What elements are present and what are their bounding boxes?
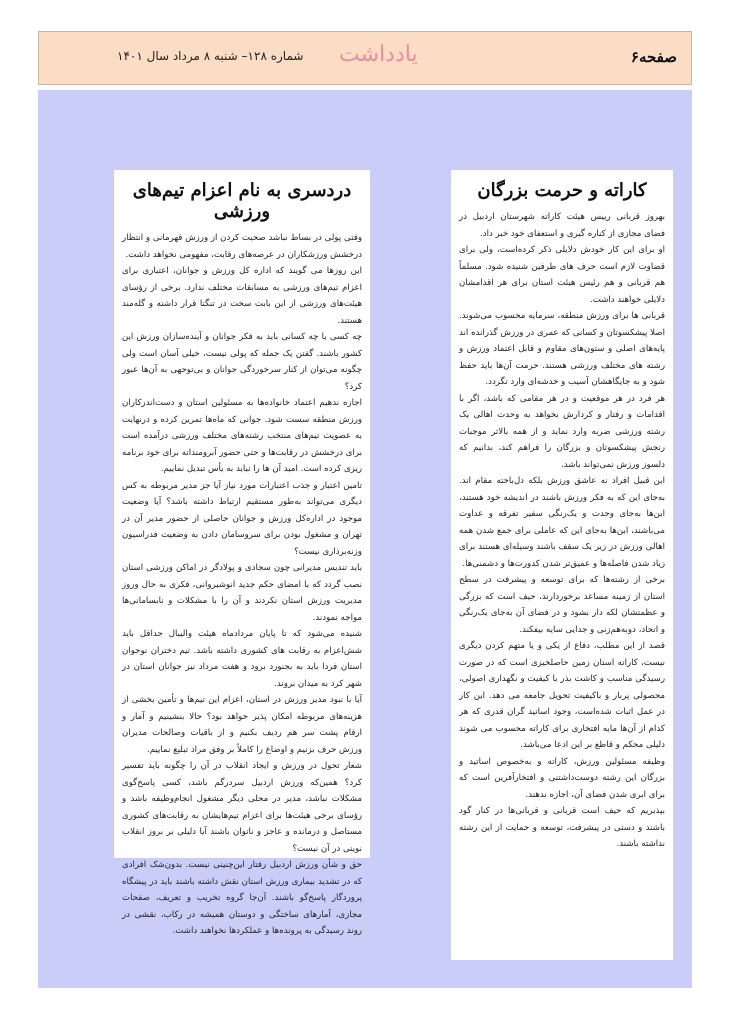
article-paragraph: این روزها می گویند که اداره کل ورزش و جوانان، اعتباری برای اعزام تیم‌های ورزشی به مسابقات مختلف ندارد. برخی از رؤسای هیئت‌های ورزشی از این بابت سخت در تنگنا قرار داشته و گله‌مند هستند. — [122, 266, 362, 326]
article-title: دردسری به نام اعزام تیم‌های ورزشی — [132, 180, 352, 222]
article-paragraph: باید تندیس مدیرانی چون سجادی و پولادگر در اماکن ورزشی استان نصب گردد که با امضای حکم جدید انوشیروانی، فکری به حال وروز مدیریت ورزش استان نکردند و آن را با مشکلات و نابسامانی‌ها مواجه نمودند. — [122, 563, 362, 623]
article-paragraph: هر فرد در هر موقعیت و در هر مقامی که باشد، اگر با اقدامات و رفتار و کردارش بخواهد به وحدت اهالی یک رشته ورزشی ضربه وارد نماید و از همه بالاتر موجبات رنجش پیشکسوتان و بزرگان را فراهم کند، بدانیم که دلسوز ورزش نمی‌تواند باشد. — [459, 393, 665, 470]
article-paragraph: بپذیریم که حیف است قربانی و قربانی‌ها در کنار گود باشند و دستی در پیشرفت، توسعه و حمایت از این رشته نداشته باشند. — [459, 806, 665, 849]
article-paragraph: شعار تحول در ورزش و ایجاد انقلاب در آن را چگونه باید تفسیر کرد؟ همین‌که ورزش اردبیل سردرگم باشد، کسی پاسخ‌گوی مشکلات نباشد، مدیر در محلی دیگر مشغول انجام‌وظیفه باشد و رؤسای برخی هیئت‌ها برای اعزام تیم‌هایشان به رقابت‌های کشوری مستاصل و درمانده و عاجز و ناتوان باشند آیا دلیلی بر بروز انقلاب نوینی در آن نیست؟ — [122, 761, 362, 854]
article-paragraph: تامین اعتبار و جذب اعتبارات مورد نیاز آیا جز مدیر مربوطه به کس دیگری می‌تواند به‌طور مستقیم ارتباط داشته باشد؟ آیا وضعیت موجود در اداره‌کل ورزش و جوانان حاصلی از حضور مدیر آن در تهران و مشغول بودن برای سروسامان دادن به وضعیت فدراسیون وزنه‌برداری نیست؟ — [122, 480, 362, 557]
article-paragraph: برخی از رشته‌ها که برای توسعه و پیشرفت در سطح استان از زمینه مساعد برخوردارند، حیف است که بزرگی و عظمتشان لکه دار بشود و در فضای آن به‌جای یک‌رنگی و اتحاد، دوبه‌هم‌زنی و جدایی سایه بیفکند. — [459, 575, 665, 635]
article-paragraph: چه کسی یا چه کسانی باید به فکر جوانان و آینده‌سازان ورزش این کشور باشند. گفتن یک جمله که پولی نیست، خیلی آسان است ولی چگونه می‌توان از کنار سرخوردگی جوانان و بی‌توجهی به آن‌ها عبور کرد؟ — [122, 332, 362, 392]
section-title: یادداشت — [339, 42, 418, 67]
article-paragraph: وظیفه مسئولین ورزش، کاراته و به‌خصوص اساتید و بزرگان این رشته دوست‌داشتنی و افتخارآفرین است که برای ابری شدن فضای آن، اجازه ندهند. — [459, 756, 665, 800]
article-karate — [451, 170, 673, 960]
article-title: کاراته و حرمت بزرگان — [477, 180, 647, 201]
article-paragraph: اجازه ندهیم اعتماد خانواده‌ها به مسئولین استان و دست‌اندرکاران ورزش منطقه سست شود. جوانی که ماه‌ها تمرین کرده و درنهایت به عضویت تیم‌های منتخب رشته‌های مختلف ورزشی درآمده است برای درخشش در رقابت‌ها و حتی حضور آبرومندانه برای خود برنامه ریزی کرده است. امید آن ها را نباید به یأس تبدیل نماییم. — [122, 398, 362, 474]
article-paragraph: وقتی پولی در بساط نباشد صحبت کردن از ورزش قهرمانی و انتظار درخشش ورزشکاران در عرصه‌های رقابت، مفهومی نخواهد داشت. — [122, 233, 362, 260]
page-header — [38, 31, 692, 85]
article-paragraph: او برای این کار خودش دلایلی ذکر کرده‌است، ولی برای قضاوت لازم است حرف های طرفین شنیده شود. مسلماً هم قربانی و هم رئیس هیئت استان برای هر اقدامشان دلایلی خواهند داشت. — [459, 245, 665, 305]
article-paragraph: شنیده می‌شود که تا پایان مردادماه هیئت والیبال حداقل باید شش‌اعزام به رقابت های کشوری داشته باشد. تیم دختران نوجوان استان فردا باید به بجنورد برود و هفت مرداد نیز جوانان استان در شهر کرد به میدان بروند. — [122, 629, 362, 689]
issue-info: شماره ۱۲۸– شنبه ۸ مرداد سال ۱۴۰۱ — [117, 49, 304, 63]
article-paragraph: این قبیل افراد نه عاشق ورزش بلکه دل‌باخته مقام اند. به‌جای این که به فکر ورزش باشند در اندیشه خود هستند، این‌ها به‌جای وحدت و یک‌رنگی سفیر تفرقه و عداوت می‌باشند، این‌ها به‌جای این که عاملی برای جمع شدن همه اهالی ورزش در زیر یک سقف باشند وسیله‌ای هستند برای زیاد شدن فاصله‌ها و عمیق‌تر شدن کدورت‌ها و دشمنی‌ها. — [459, 476, 665, 569]
article-team-dispatch — [114, 170, 370, 936]
article-paragraph: قربانی ها برای ورزش منطقه، سرمایه محسوب می‌شوند. اصلا پیشکسوتان و کسانی که عمری در ورزش گذرانده اند پایه‌های اصلی و ستون‌های مقاوم و قابل اعتماد ورزش و رشته های مختلف ورزشی هستند. حرمت آن‌ها باید حفظ شود و به جایگاهشان آسیب و خدشه‌ای وارد نگردد. — [459, 311, 665, 387]
article-paragraph: حق و شأن ورزش اردبیل رفتار این‌چنینی نیست. بدون‌شک افرادی که در تشدید بیماری ورزش استان نقش داشته باشند باید در پیشگاه پروردگار پاسخ‌گو باشند. آن‌جا گروه تخریب و تعریف، صفحات مجازی، آمارهای ساختگی و دوستان همیشه در رکاب، نقشی در روند رسیدگی به پرونده‌ها و عملکردها نخواهند داشت. — [122, 860, 362, 936]
page-number: صفحه۶ — [630, 48, 677, 66]
article-paragraph: بهروز قربانی رییس هیئت کاراته شهرستان اردبیل در فضای مجازی از کناره گیری و استعفای خود خبر داد. — [459, 212, 665, 239]
article-paragraph: قصد از این مطلب، دفاع از یکی و یا متهم کردن دیگری نیست، کاراته استان زمین حاصلخیزی است که در صورت رسیدگی مناسب و کاشت بذر با کیفیت و نگهداری اصولی، محصولی پربار و باکیفیت تحویل جامعه می دهد. این کار در عمل اثبات شده‌است، وجود اساتید گران قدری که هر کدام از آن‌ها مایه افتخاری برای کاراته محسوب می شوند دلیلی محکم و قاطع بر این ادعا می‌باشد. — [459, 641, 665, 750]
article-paragraph: آیا با نبود مدیر ورزش در استان، اعزام این تیم‌ها و تأمین بخشی از هزینه‌های مربوطه امکان پذیر خواهد بود؟ حالا بنشینیم و آمار و ارقام پشت سر هم ردیف بکنیم و از باقیات وصالحات مدیران ورزش حرف بزنیم و اوضاع را کاملاً بر وفق مراد تبلیغ نماییم. — [122, 695, 362, 755]
